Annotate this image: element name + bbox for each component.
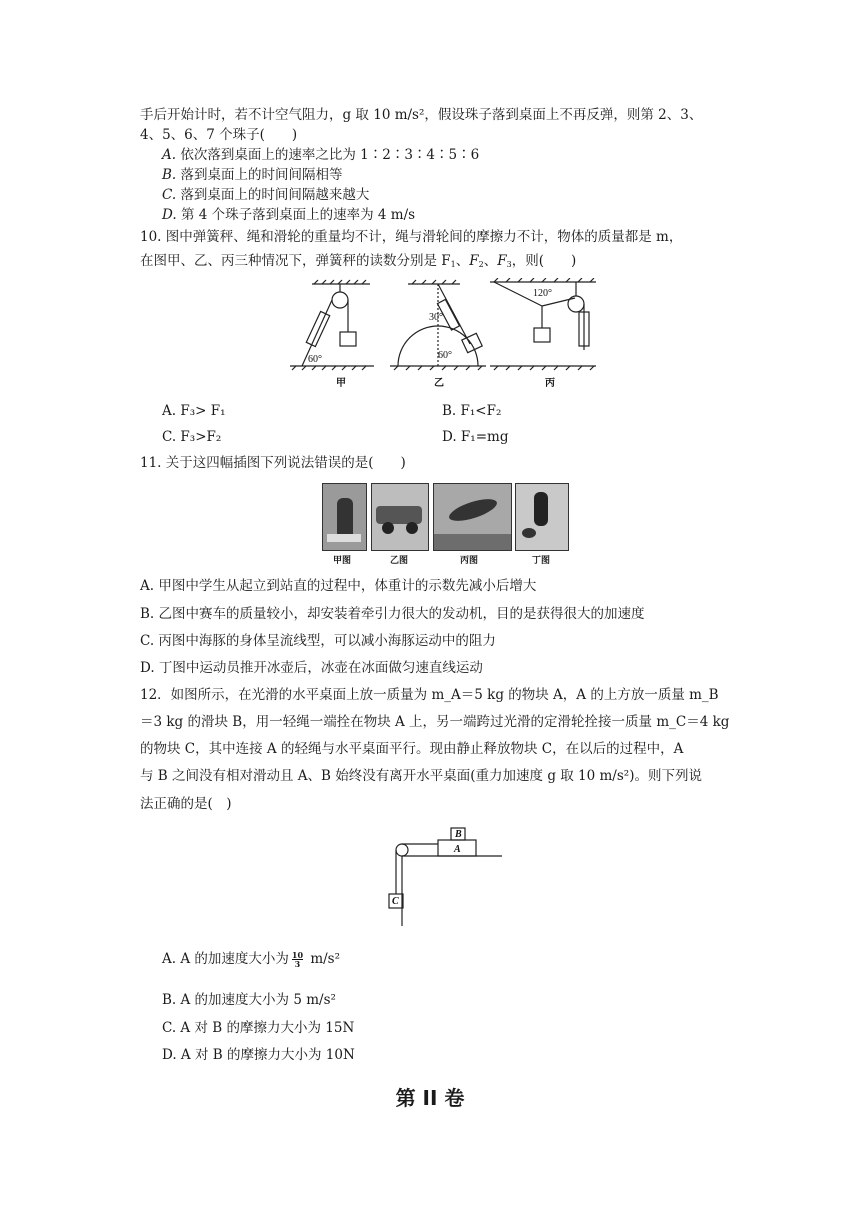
q9-stem-line1: 手后开始计时，若不计空气阻力，g 取 10 m/s²，假设珠子落到桌面上不再反弹，则第 2、3、 xyxy=(140,107,703,123)
q11-option-a: A. 甲图中学生从起立到站直的过程中，体重计的示数先减小后增大 xyxy=(140,578,537,594)
photo-jia xyxy=(322,483,367,551)
q12-figure xyxy=(388,822,508,926)
q12-stem-line3: 的物块 C，其中连接 A 的轻绳与水平桌面平行。现由静止释放物块 C，在以后的过程中，A xyxy=(140,741,684,757)
q10-figure xyxy=(290,278,600,390)
q12-option-a: A. A 的加速度大小为 $\frac{10}{3}$ m/s² xyxy=(162,950,341,969)
q10-stem-line1: 10. 图中弹簧秤、绳和滑轮的重量均不计，绳与滑轮间的摩擦力不计，物体的质量都是 m， xyxy=(140,229,683,245)
q12-stem-line2: ＝3 kg 的滑块 B，用一轻绳一端拴在物块 A 上，另一端跨过光滑的定滑轮拴接一质量 m_C＝4 kg xyxy=(140,714,730,730)
angle-label: 30° xyxy=(429,312,443,323)
q11-stem: 11. 关于这四幅插图下列说法错误的是( ) xyxy=(140,455,406,471)
q12-stem-line5: 法正确的是( ) xyxy=(140,796,232,812)
angle-label: 120° xyxy=(533,288,552,299)
q10-option-c: C. F₃>F₂ xyxy=(162,429,222,445)
block-b-label: B xyxy=(455,829,462,840)
q12-option-c: C. A 对 B 的摩擦力大小为 15N xyxy=(162,1020,355,1036)
q12-option-b: B. A 的加速度大小为 5 m/s² xyxy=(162,992,336,1008)
caption-jia: 甲图 xyxy=(333,556,352,566)
caption-ding: 丁图 xyxy=(532,556,551,566)
q11-option-b: B. 乙图中赛车的质量较小，却安装着牵引力很大的发动机，目的是获得很大的加速度 xyxy=(140,606,645,622)
caption-yi: 乙图 xyxy=(390,556,409,566)
q11-option-c: C. 丙图中海豚的身体呈流线型，可以减小海豚运动中的阻力 xyxy=(140,633,496,649)
q9-option-b: B. 落到桌面上的时间间隔相等 xyxy=(162,167,343,183)
fraction-denominator: 3 xyxy=(294,959,301,969)
q10-option-b: B. F₁<F₂ xyxy=(442,403,502,419)
q10-option-a: A. F₃> F₁ xyxy=(162,403,226,419)
q11-option-d: D. 丁图中运动员推开冰壶后，冰壶在冰面做匀速直线运动 xyxy=(140,660,483,676)
figure-label-bing: 丙 xyxy=(545,378,555,389)
q12-option-d: D. A 对 B 的摩擦力大小为 10N xyxy=(162,1047,355,1063)
block-a-label: A xyxy=(454,844,461,855)
q12-stem-line1: 12．如图所示，在光滑的水平桌面上放一质量为 m_A＝5 kg 的物块 A，A 的上方放一质量 m_B xyxy=(140,687,719,703)
photo-yi xyxy=(371,483,429,551)
fraction-numerator: 10 xyxy=(291,950,304,960)
q10-option-d: D. F₁=mg xyxy=(442,429,509,445)
figure-label-yi: 乙 xyxy=(434,378,444,389)
caption-bing: 丙图 xyxy=(460,556,479,566)
angle-label: 60° xyxy=(438,350,452,361)
angle-label: 60° xyxy=(308,354,322,365)
block-c-label: C xyxy=(392,896,399,907)
q9-option-c: C. 落到桌面上的时间间隔越来越大 xyxy=(162,187,370,203)
q10-stem-line2: 在图甲、乙、丙三种情况下，弹簧秤的读数分别是 $F_1$、$F_2$、$F_3$，则( ) xyxy=(140,253,577,269)
photo-ding xyxy=(515,483,569,551)
q9-stem-line2: 4、5、6、7 个珠子( ) xyxy=(140,127,298,143)
q9-option-a: A. 依次落到桌面上的速率之比为 1∶2∶3∶4∶5∶6 xyxy=(162,147,480,163)
q12-stem-line4: 与 B 之间没有相对滑动且 A、B 始终没有离开水平桌面(重力加速度 g 取 10 m/s²)。则下列说 xyxy=(140,768,702,784)
section-title: 第 II 卷 xyxy=(395,1086,465,1110)
figure-label-jia: 甲 xyxy=(336,378,346,389)
q9-option-d: D. 第 4 个珠子落到桌面上的速率为 4 m/s xyxy=(162,207,416,223)
photo-bing xyxy=(433,483,512,551)
